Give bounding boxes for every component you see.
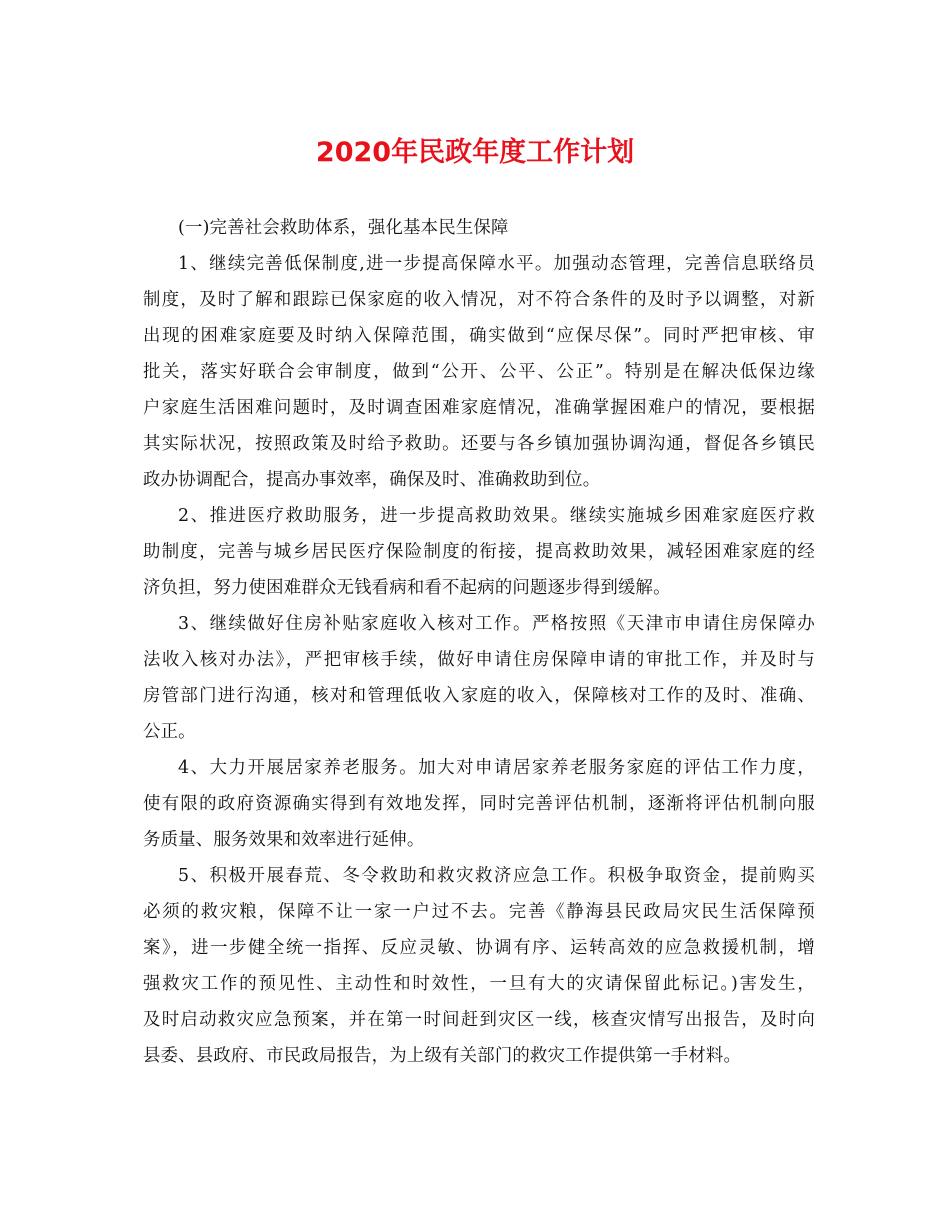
paragraph-4 (143, 750, 815, 858)
paragraph-line: 其实际状况，按照政策及时给予救助。还要与各乡镇加强协调沟通，督促各乡镇民 (143, 434, 815, 454)
paragraph-line: 法收入核对办法》，严把审核手续，做好申请住房保障申请的审批工作，并及时与 (143, 650, 815, 670)
paragraph-line: 公正。 (143, 722, 196, 742)
section-heading: (一)完善社会救助体系，强化基本民生保障 (178, 218, 509, 238)
paragraph-1 (143, 246, 815, 498)
paragraph-line: 案》，进一步健全统一指挥、反应灵敏、协调有序、运转高效的应急救援机制，增 (143, 938, 815, 958)
paragraph-line: 县委、县政府、市民政局报告，为上级有关部门的救灾工作提供第一手材料。 (143, 1046, 742, 1066)
paragraph-3 (143, 606, 815, 750)
paragraph-line: 强救灾工作的预见性、主动性和时效性，一旦有大的灾请保留此标记。)害发生， (143, 974, 815, 994)
paragraph-2 (143, 498, 815, 606)
paragraph-line: 3、继续做好住房补贴家庭收入核对工作。严格按照《天津市申请住房保障办 (178, 614, 815, 634)
paragraph-line: 制度，及时了解和跟踪已保家庭的收入情况，对不符合条件的及时予以调整，对新 (143, 290, 815, 310)
paragraph-line: 济负担，努力使困难群众无钱看病和看不起病的问题逐步得到缓解。 (143, 578, 671, 598)
paragraph-line: 2、推进医疗救助服务，进一步提高救助效果。继续实施城乡困难家庭医疗救 (178, 506, 815, 526)
paragraph-line: 4、大力开展居家养老服务。加大对申请居家养老服务家庭的评估工作力度， (178, 758, 815, 778)
paragraph-line: 批关，落实好联合会审制度，做到“公开、公平、公正”。特别是在解决低保边缘 (143, 362, 815, 382)
paragraph-line: 必须的救灾粮，保障不让一家一户过不去。完善《静海县民政局灾民生活保障预 (143, 902, 815, 922)
paragraph-line: 务质量、服务效果和效率进行延伸。 (143, 830, 425, 850)
paragraph-line: 使有限的政府资源确实得到有效地发挥，同时完善评估机制，逐渐将评估机制向服 (143, 794, 815, 814)
document-title: 2020年民政年度工作计划 (315, 137, 635, 168)
paragraph-line: 出现的困难家庭要及时纳入保障范围，确实做到“应保尽保”。同时严把审核、审 (143, 326, 815, 346)
paragraph-line: 及时启动救灾应急预案，并在第一时间赶到灾区一线，核查灾情写出报告，及时向 (143, 1010, 815, 1030)
paragraph-line: 1、继续完善低保制度,进一步提高保障水平。加强动态管理，完善信息联络员 (178, 254, 815, 274)
paragraph-5 (143, 858, 815, 1074)
paragraph-line: 户家庭生活困难问题时，及时调查困难家庭情况，准确掌握困难户的情况，要根据 (143, 398, 815, 418)
paragraph-line: 房管部门进行沟通，核对和管理低收入家庭的收入，保障核对工作的及时、准确、 (143, 686, 815, 706)
paragraph-line: 政办协调配合，提高办事效率，确保及时、准确救助到位。 (143, 470, 601, 490)
paragraph-line: 助制度，完善与城乡居民医疗保险制度的衔接，提高救助效果，减轻困难家庭的经 (143, 542, 815, 562)
paragraph-line: 5、积极开展春荒、冬令救助和救灾救济应急工作。积极争取资金，提前购买 (178, 866, 815, 886)
document-body (143, 210, 815, 1074)
